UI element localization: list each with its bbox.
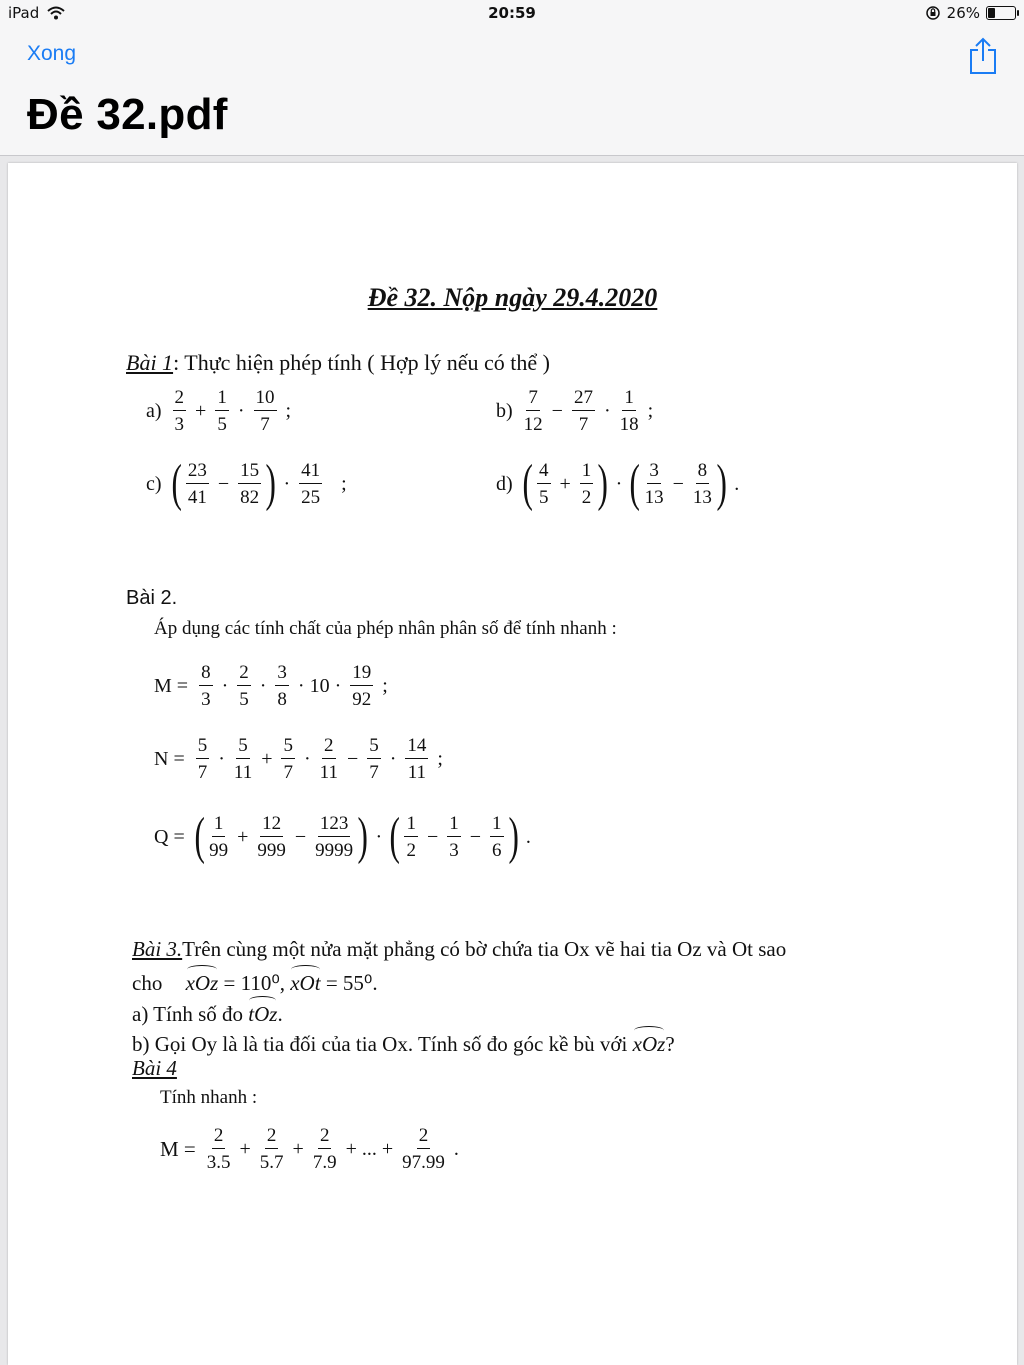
bai2-expr-q: Q = ( $\frac{1}{99}$ + $\frac{12}{999}$ − $\frac{123}{9999}$ ) · ( $\frac{1}{2}$ − $\frac{1}{3}$ − $\frac{1}{6}$ ) . (154, 808, 531, 865)
bai1-expr-b: b) $\frac{7}{12}$ − $\frac{27}{7}$ · $\frac{1}{18}$ ; (496, 387, 654, 435)
bai2-instruction: Áp dụng các tính chất của phép nhân phân số để tính nhanh : (154, 618, 617, 639)
bai3-eq1: = 110⁰, (223, 971, 285, 995)
bai3-eq2: = 55⁰. (325, 971, 378, 995)
bai3-text: Trên cùng một nửa mặt phẳng có bờ chứa tia Ox vẽ hai tia Oz và Ot sao (182, 937, 787, 961)
bai1-line (126, 350, 550, 376)
battery-percent: 26% (946, 4, 980, 22)
pdf-page (8, 163, 1017, 1365)
bai3-part-b-end: ? (665, 1032, 675, 1056)
bai1-expr-d: d) ( $\frac{4}{5}$ + $\frac{1}{2}$ ) · ( $\frac{3}{13}$ − $\frac{8}{13}$ ) . (496, 455, 740, 512)
bai3-part-a (132, 998, 283, 1027)
nav-header (0, 28, 1024, 156)
bai1-expr-a: a) $\frac{2}{3}$ + $\frac{1}{5}$ · $\frac{10}{7}$ ; (146, 387, 292, 435)
bai3-part-a-end: . (277, 1002, 283, 1026)
bai1-text: : Thực hiện phép tính ( Hợp lý nếu có thể ) (173, 350, 550, 375)
bai4-instruction: Tính nhanh : (160, 1087, 258, 1108)
bai3-line2 (132, 967, 378, 996)
angle-xOz-2: xOz (633, 1028, 666, 1057)
battery-fill (988, 8, 995, 18)
clock: 20:59 (488, 4, 536, 22)
bai3-line1 (132, 937, 786, 962)
angle-xOz: xOz (186, 967, 219, 996)
bai4-expr-m: M = $\frac{2}{3.5}$ + $\frac{2}{5.7}$ + $\frac{2}{7.9}$ + ... + $\frac{2}{97.99}$ . (160, 1125, 459, 1173)
orientation-lock-icon (925, 5, 941, 21)
document-title: Đề 32.pdf (27, 90, 228, 139)
bai3-cho: cho (132, 971, 163, 995)
bai3-part-b (132, 1028, 675, 1057)
page-heading: Đề 32. Nộp ngày 29.4.2020 (367, 283, 658, 312)
bai4-label: Bài 4 (132, 1056, 177, 1080)
device-name: iPad (8, 4, 40, 22)
bai2-label: Bài 2. (126, 587, 178, 609)
bai1-label: Bài 1 (126, 350, 174, 375)
bai3-part-a-text: a) Tính số đo (132, 1002, 244, 1026)
status-bar (0, 0, 1024, 28)
battery-icon (986, 6, 1016, 20)
bai3-part-b-text: b) Gọi Oy là là tia đối của tia Ox. Tính số đo góc kề bù với (132, 1032, 628, 1056)
done-button[interactable]: Xong (27, 42, 77, 65)
share-icon[interactable] (966, 36, 1000, 76)
angle-tOz: tOz (248, 998, 277, 1027)
bai2-expr-m: M = $\frac{8}{3}$ · $\frac{2}{5}$ · $\frac{3}{8}$ · 10 · $\frac{19}{92}$ ; (154, 662, 388, 710)
status-right (925, 4, 1016, 22)
bai2-expr-n: N = $\frac{5}{7}$ · $\frac{5}{11}$ + $\frac{5}{7}$ · $\frac{2}{11}$ − $\frac{5}{7}$ · $\frac{14}{11}$ ; (154, 735, 443, 783)
bai1-expr-c: c) ( $\frac{23}{41}$ − $\frac{15}{82}$ ) · $\frac{41}{25}$ ; (146, 455, 347, 512)
angle-xOt: xOt (290, 967, 320, 996)
bai3-label: Bài 3. (132, 937, 183, 961)
